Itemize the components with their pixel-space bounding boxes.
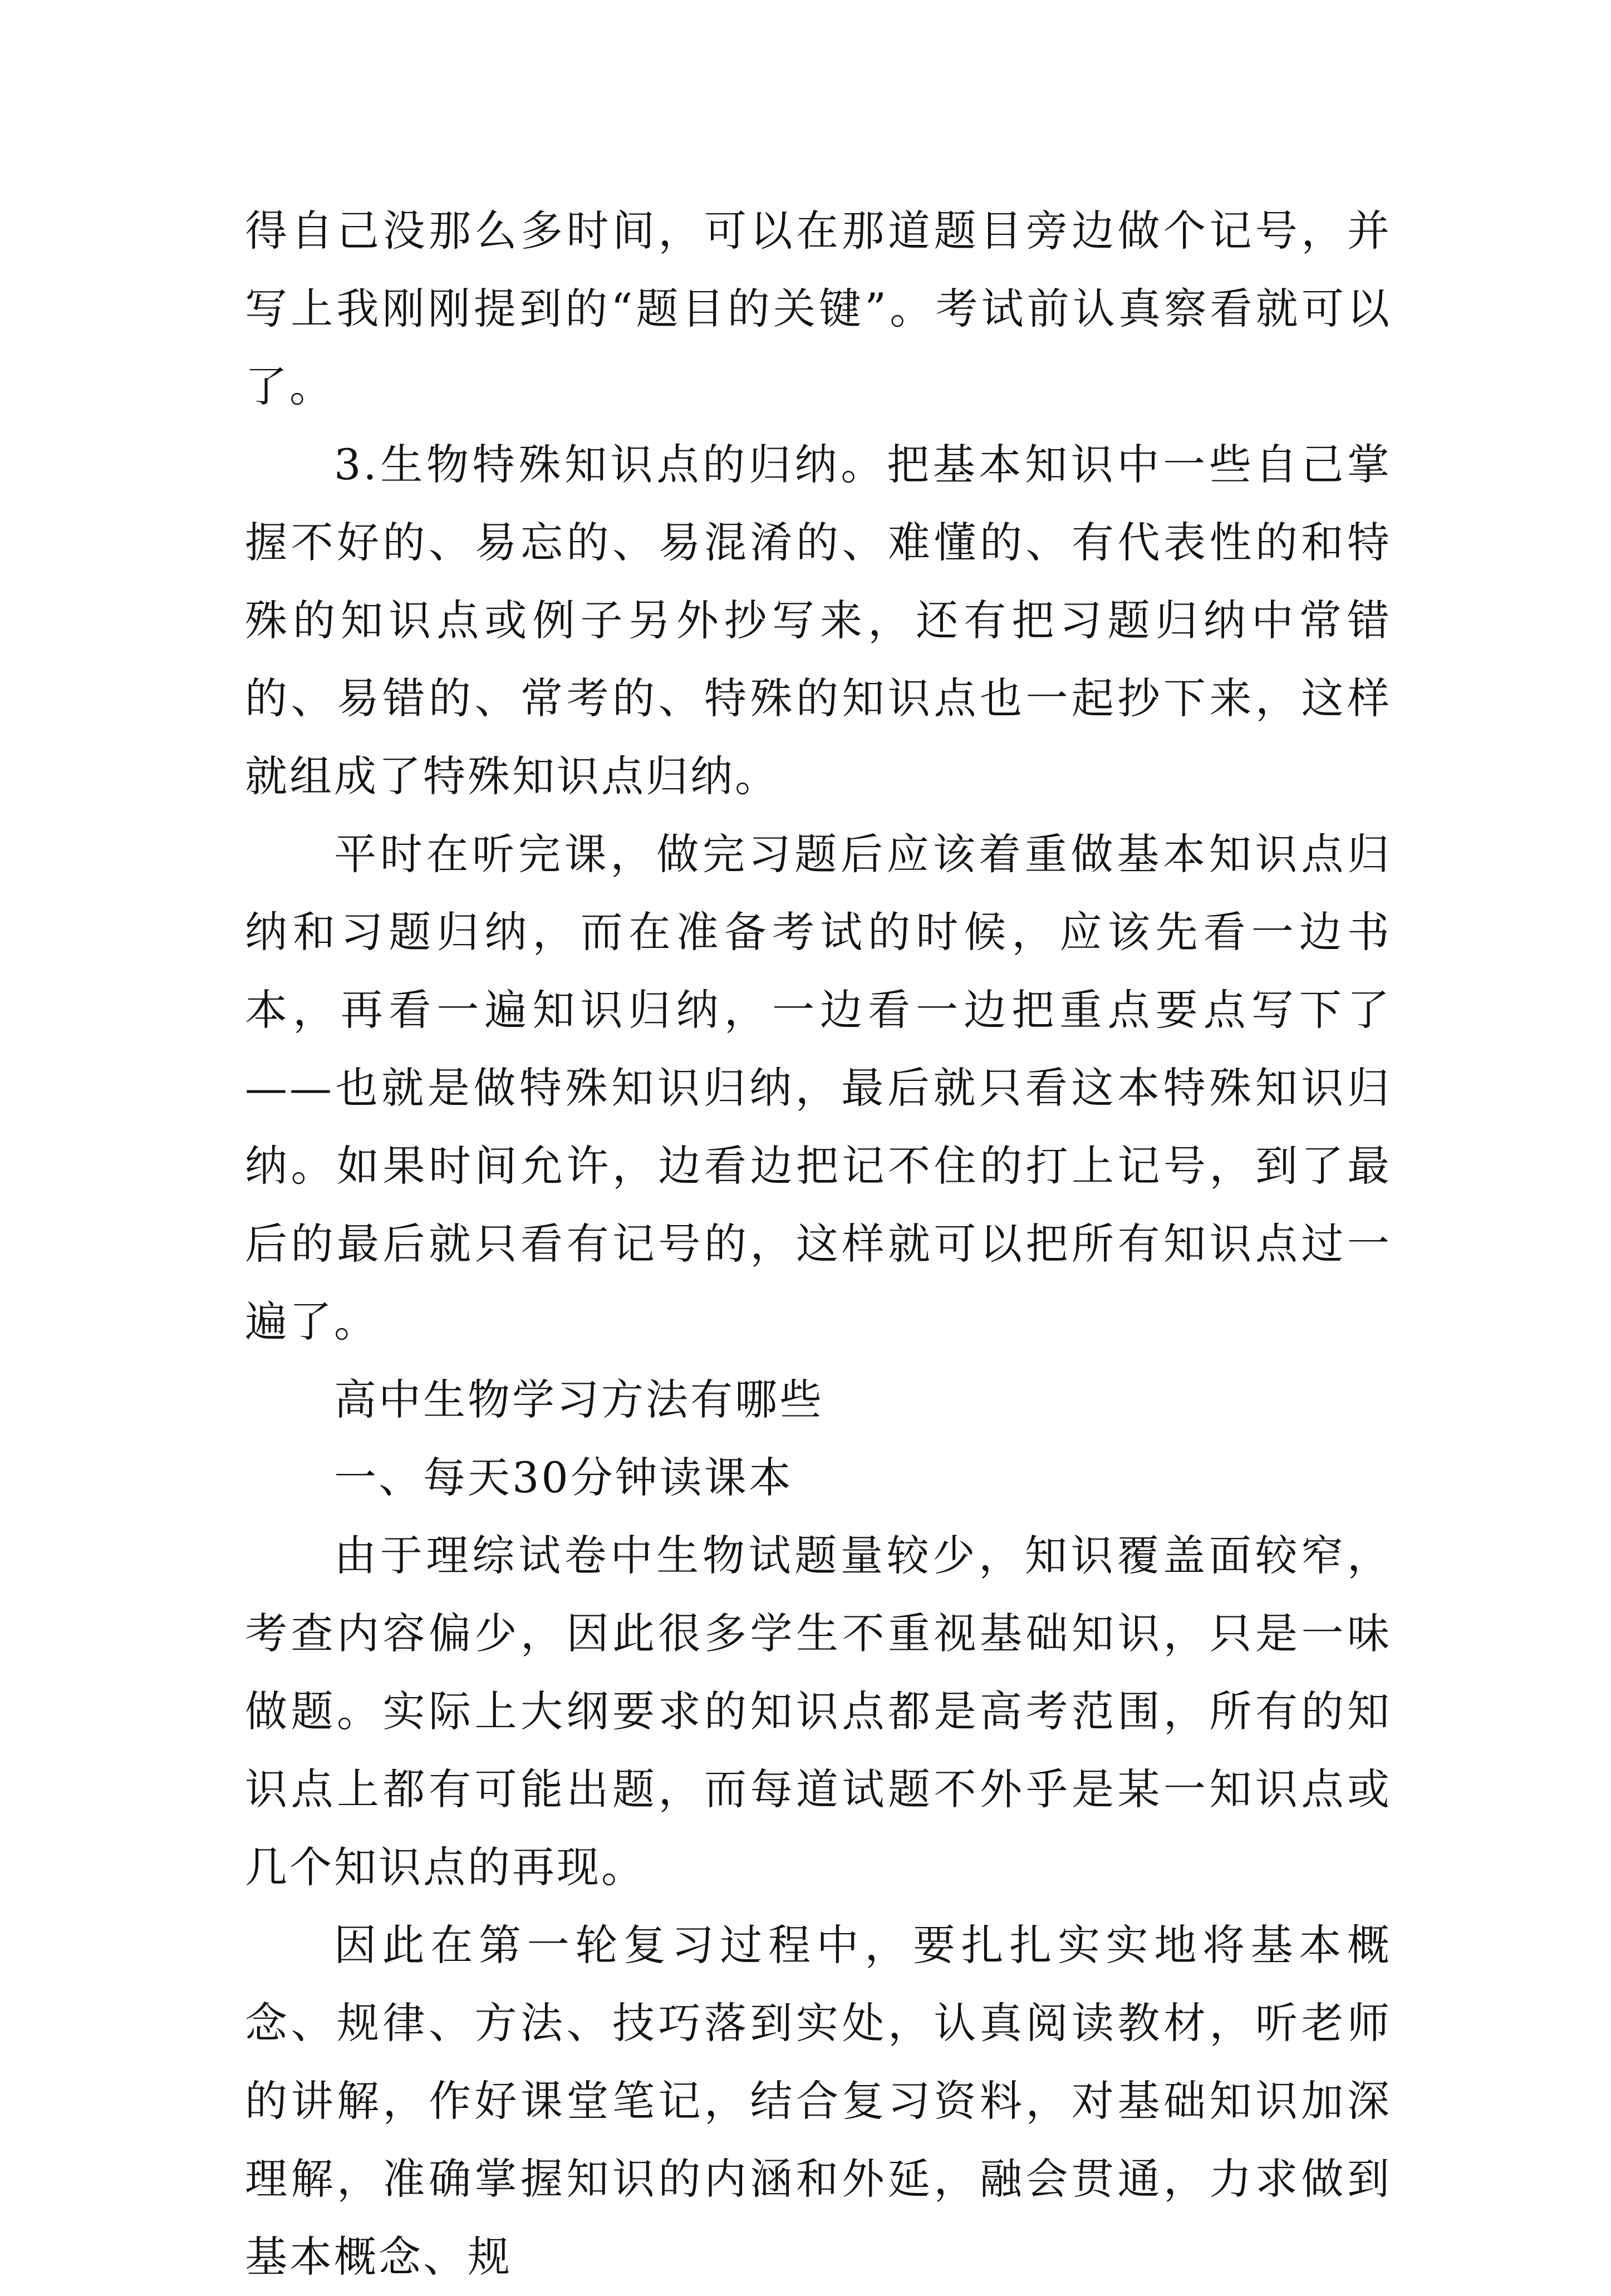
- paragraph-continuation: 得自己没那么多时间，可以在那道题目旁边做个记号，并写上我刚刚提到的“题目的关键”。考试前认真察看就可以了。: [245, 206, 1392, 411]
- paragraph-method-one-body: 由于理综试卷中生物试题量较少，知识覆盖面较窄，考查内容偏少，因此很多学生不重视基础知识，只是一味做题。实际上大纲要求的知识点都是高考范围，所有的知识点上都有可能出题，而每道试题不外乎是某一知识点或几个知识点的再现。: [245, 1531, 1392, 1892]
- method-one-heading: 一、每天30分钟读课本: [334, 1453, 793, 1502]
- paragraph-first-round-review: 因此在第一轮复习过程中，要扎扎实实地将基本概念、规律、方法、技巧落到实处，认真阅读教材，听老师的讲解，作好课堂笔记，结合复习资料，对基础知识加深理解，准确掌握知识的内涵和外延，融会贯通，力求做到基本概念、规: [245, 1920, 1392, 2282]
- document-body: [245, 192, 1392, 2296]
- paragraph-review-advice: 平时在听完课，做完习题后应该着重做基本知识点归纳和习题归纳，而在准备考试的时候，应该先看一边书本，再看一遍知识归纳，一边看一边把重点要点写下了——也就是做特殊知识归纳，最后就只看这本特殊知识归纳。如果时间允许，边看边把记不住的打上记号，到了最后的最后就只看有记号的，这样就可以把所有知识点过一遍了。: [245, 829, 1392, 1346]
- section-heading: 高中生物学习方法有哪些: [334, 1375, 824, 1424]
- paragraph-special-knowledge-points: 3.生物特殊知识点的归纳。把基本知识中一些自己掌握不好的、易忘的、易混淆的、难懂的、有代表性的和特殊的知识点或例子另外抄写来，还有把习题归纳中常错的、易错的、常考的、特殊的知识点也一起抄下来，这样就组成了特殊知识点归纳。: [245, 440, 1392, 801]
